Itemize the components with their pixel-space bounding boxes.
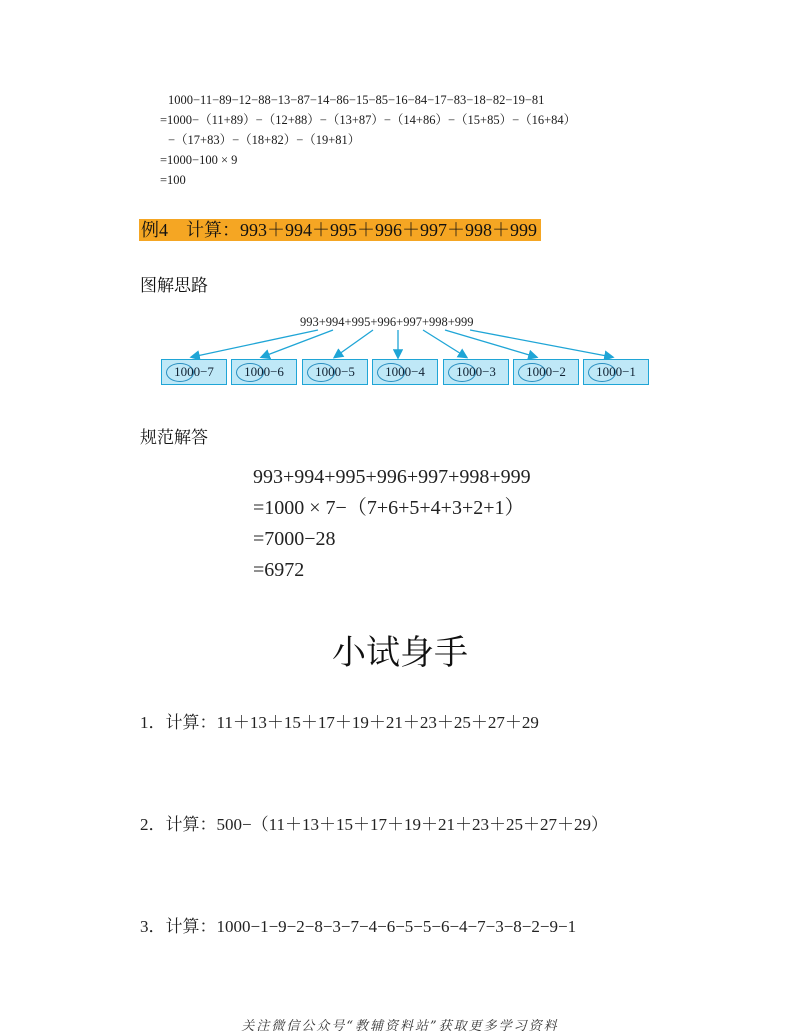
solution-line-4: =6972 (253, 559, 305, 581)
solution-line-1: 993+994+995+996+997+998+999 (253, 466, 531, 488)
box-label: 1000−2 (526, 364, 566, 379)
example-4-title: 例4 计算：993＋994＋995＋996＋997＋998＋999 (139, 219, 541, 241)
calc-line-4: =1000−100 × 9 (160, 153, 238, 167)
exercise-2: 2．计算：500−（11＋13＋15＋17＋19＋21＋23＋25＋27＋29） (140, 815, 608, 834)
footer-note: 关注微信公众号“教辅资料站”获取更多学习资料 (241, 1019, 559, 1034)
exercise-1: 1．计算：11＋13＋15＋17＋19＋21＋23＋25＋27＋29 (140, 713, 539, 732)
diagram-box-3 (302, 359, 368, 385)
diagram-box-4 (372, 359, 438, 385)
exercise-3: 3．计算：1000−1−9−2−8−3−7−4−6−5−5−6−4−7−3−8−2−9−1 (140, 917, 577, 936)
arrow-3 (335, 330, 373, 357)
box-label: 1000−4 (385, 364, 425, 379)
calc-line-5: =100 (160, 173, 186, 187)
diagram-box-7 (583, 359, 649, 385)
diagram-box-1 (161, 359, 227, 385)
solution-line-3: =7000−28 (253, 528, 336, 550)
diagram-box-6 (513, 359, 579, 385)
calc-line-1: 1000−11−89−12−88−13−87−14−86−15−85−16−84−17−83−18−82−19−81 (168, 93, 545, 107)
diagram-arrows (0, 0, 800, 400)
box-label: 1000−3 (456, 364, 496, 379)
calc-line-3: −（17+83）−（18+82）−（19+81） (168, 133, 361, 147)
solution-heading: 规范解答 (140, 428, 208, 448)
practice-title: 小试身手 (332, 633, 468, 673)
box-label: 1000−1 (596, 364, 636, 379)
diagram-sum: 993+994+995+996+997+998+999 (300, 315, 474, 329)
diagram-box-5 (443, 359, 509, 385)
box-label: 1000−6 (244, 364, 284, 379)
diagram-heading: 图解思路 (140, 276, 208, 296)
diagram-box-2 (231, 359, 297, 385)
calc-line-2: =1000−（11+89）−（12+88）−（13+87）−（14+86）−（15+85）−（16+84） (160, 113, 577, 127)
solution-line-2: =1000 × 7−（7+6+5+4+3+2+1） (253, 497, 525, 519)
box-label: 1000−5 (315, 364, 355, 379)
box-label: 1000−7 (174, 364, 214, 379)
